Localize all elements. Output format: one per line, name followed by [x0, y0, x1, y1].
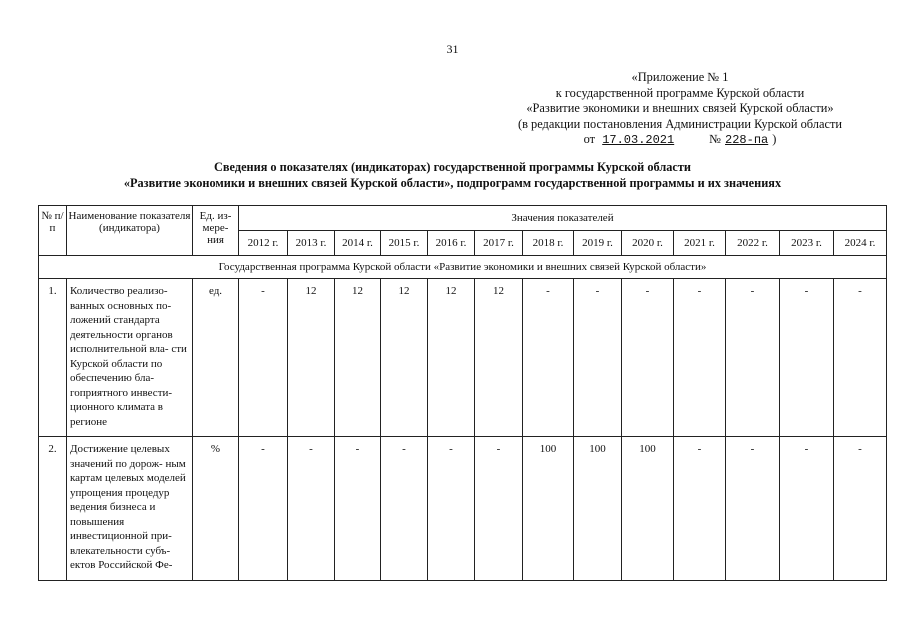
- section-title: Государственная программа Курской области «Развитие экономики и внешних связей Курской области»: [39, 256, 887, 279]
- appendix-line-2: к государственной программе Курской области: [555, 85, 805, 100]
- value-cell: 12: [428, 279, 475, 437]
- value-cell: -: [674, 437, 726, 581]
- indicators-table: [38, 205, 887, 581]
- value-cell: -: [780, 279, 834, 437]
- header-name: Наименование показателя (индикатора): [67, 206, 193, 256]
- closing-paren: ): [772, 132, 777, 146]
- value-cell: -: [674, 279, 726, 437]
- header-year: 2019 г.: [574, 231, 622, 256]
- value-cell: 100: [622, 437, 674, 581]
- value-cell: -: [288, 437, 335, 581]
- value-cell: -: [475, 437, 523, 581]
- value-cell: -: [726, 437, 780, 581]
- value-cell: -: [239, 279, 288, 437]
- decree-date: 17.03.2021: [602, 133, 675, 147]
- value-cell: 12: [335, 279, 381, 437]
- title-line-2: «Развитие экономики и внешних связей Курской области», подпрограмм государственной программы и их значениях: [123, 176, 782, 190]
- unit-cell: ед.: [193, 279, 239, 437]
- value-cell: -: [239, 437, 288, 581]
- unit-cell: %: [193, 437, 239, 581]
- value-cell: -: [335, 437, 381, 581]
- value-cell: 100: [523, 437, 574, 581]
- appendix-line-4: (в редакции постановления Администрации Курской области: [517, 116, 843, 131]
- value-cell: -: [428, 437, 475, 581]
- header-year: 2024 г.: [834, 231, 887, 256]
- table-row: [39, 437, 887, 581]
- header-values-group: Значения показателей: [239, 206, 887, 231]
- appendix-block: [480, 70, 880, 149]
- appendix-date-line: [480, 132, 880, 149]
- title-line-1: Сведения о показателях (индикаторах) государственной программы Курской области: [214, 160, 691, 174]
- header-year: 2018 г.: [523, 231, 574, 256]
- value-cell: 12: [288, 279, 335, 437]
- value-cell: -: [834, 279, 887, 437]
- header-year: 2016 г.: [428, 231, 475, 256]
- table-body: [39, 256, 887, 581]
- value-cell: -: [523, 279, 574, 437]
- header-year: 2022 г.: [726, 231, 780, 256]
- value-cell: -: [381, 437, 428, 581]
- header-num: № п/п: [39, 206, 67, 256]
- section-row: [39, 256, 887, 279]
- value-cell: -: [622, 279, 674, 437]
- appendix-line-1: «Приложение № 1: [631, 70, 729, 84]
- value-cell: 12: [381, 279, 428, 437]
- row-number: 2.: [39, 437, 67, 581]
- decree-number: 228-па: [725, 133, 769, 147]
- value-cell: -: [726, 279, 780, 437]
- appendix-line-3: «Развитие экономики и внешних связей Курской области»: [526, 101, 834, 115]
- value-cell: -: [574, 279, 622, 437]
- header-year: 2017 г.: [475, 231, 523, 256]
- header-year: 2021 г.: [674, 231, 726, 256]
- value-cell: -: [780, 437, 834, 581]
- indicator-name: Количество реализо- ванных основных по- ложений стандарта деятельности органов исполнительной вла- сти Курской области по обеспечению бла- гоприятного инвести- ционного климата в регионе: [67, 279, 193, 437]
- from-label: от: [583, 132, 596, 146]
- number-label: №: [709, 132, 722, 146]
- header-year: 2020 г.: [622, 231, 674, 256]
- table-row: [39, 279, 887, 437]
- header-year: 2012 г.: [239, 231, 288, 256]
- document-title: [0, 159, 905, 191]
- value-cell: -: [834, 437, 887, 581]
- header-year: 2015 г.: [381, 231, 428, 256]
- header-year: 2014 г.: [335, 231, 381, 256]
- value-cell: 100: [574, 437, 622, 581]
- indicator-name: Достижение целевых значений по дорож- ным картам целевых моделей упрощения процедур ведения бизнеса и повышения инвестиционной при- влекательности субъ- ектов Российской Фе-: [67, 437, 193, 581]
- row-number: 1.: [39, 279, 67, 437]
- header-year: 2013 г.: [288, 231, 335, 256]
- page-number: 31: [446, 42, 459, 56]
- header-year: 2023 г.: [780, 231, 834, 256]
- value-cell: 12: [475, 279, 523, 437]
- header-unit: Ед. из- мере- ния: [193, 206, 239, 256]
